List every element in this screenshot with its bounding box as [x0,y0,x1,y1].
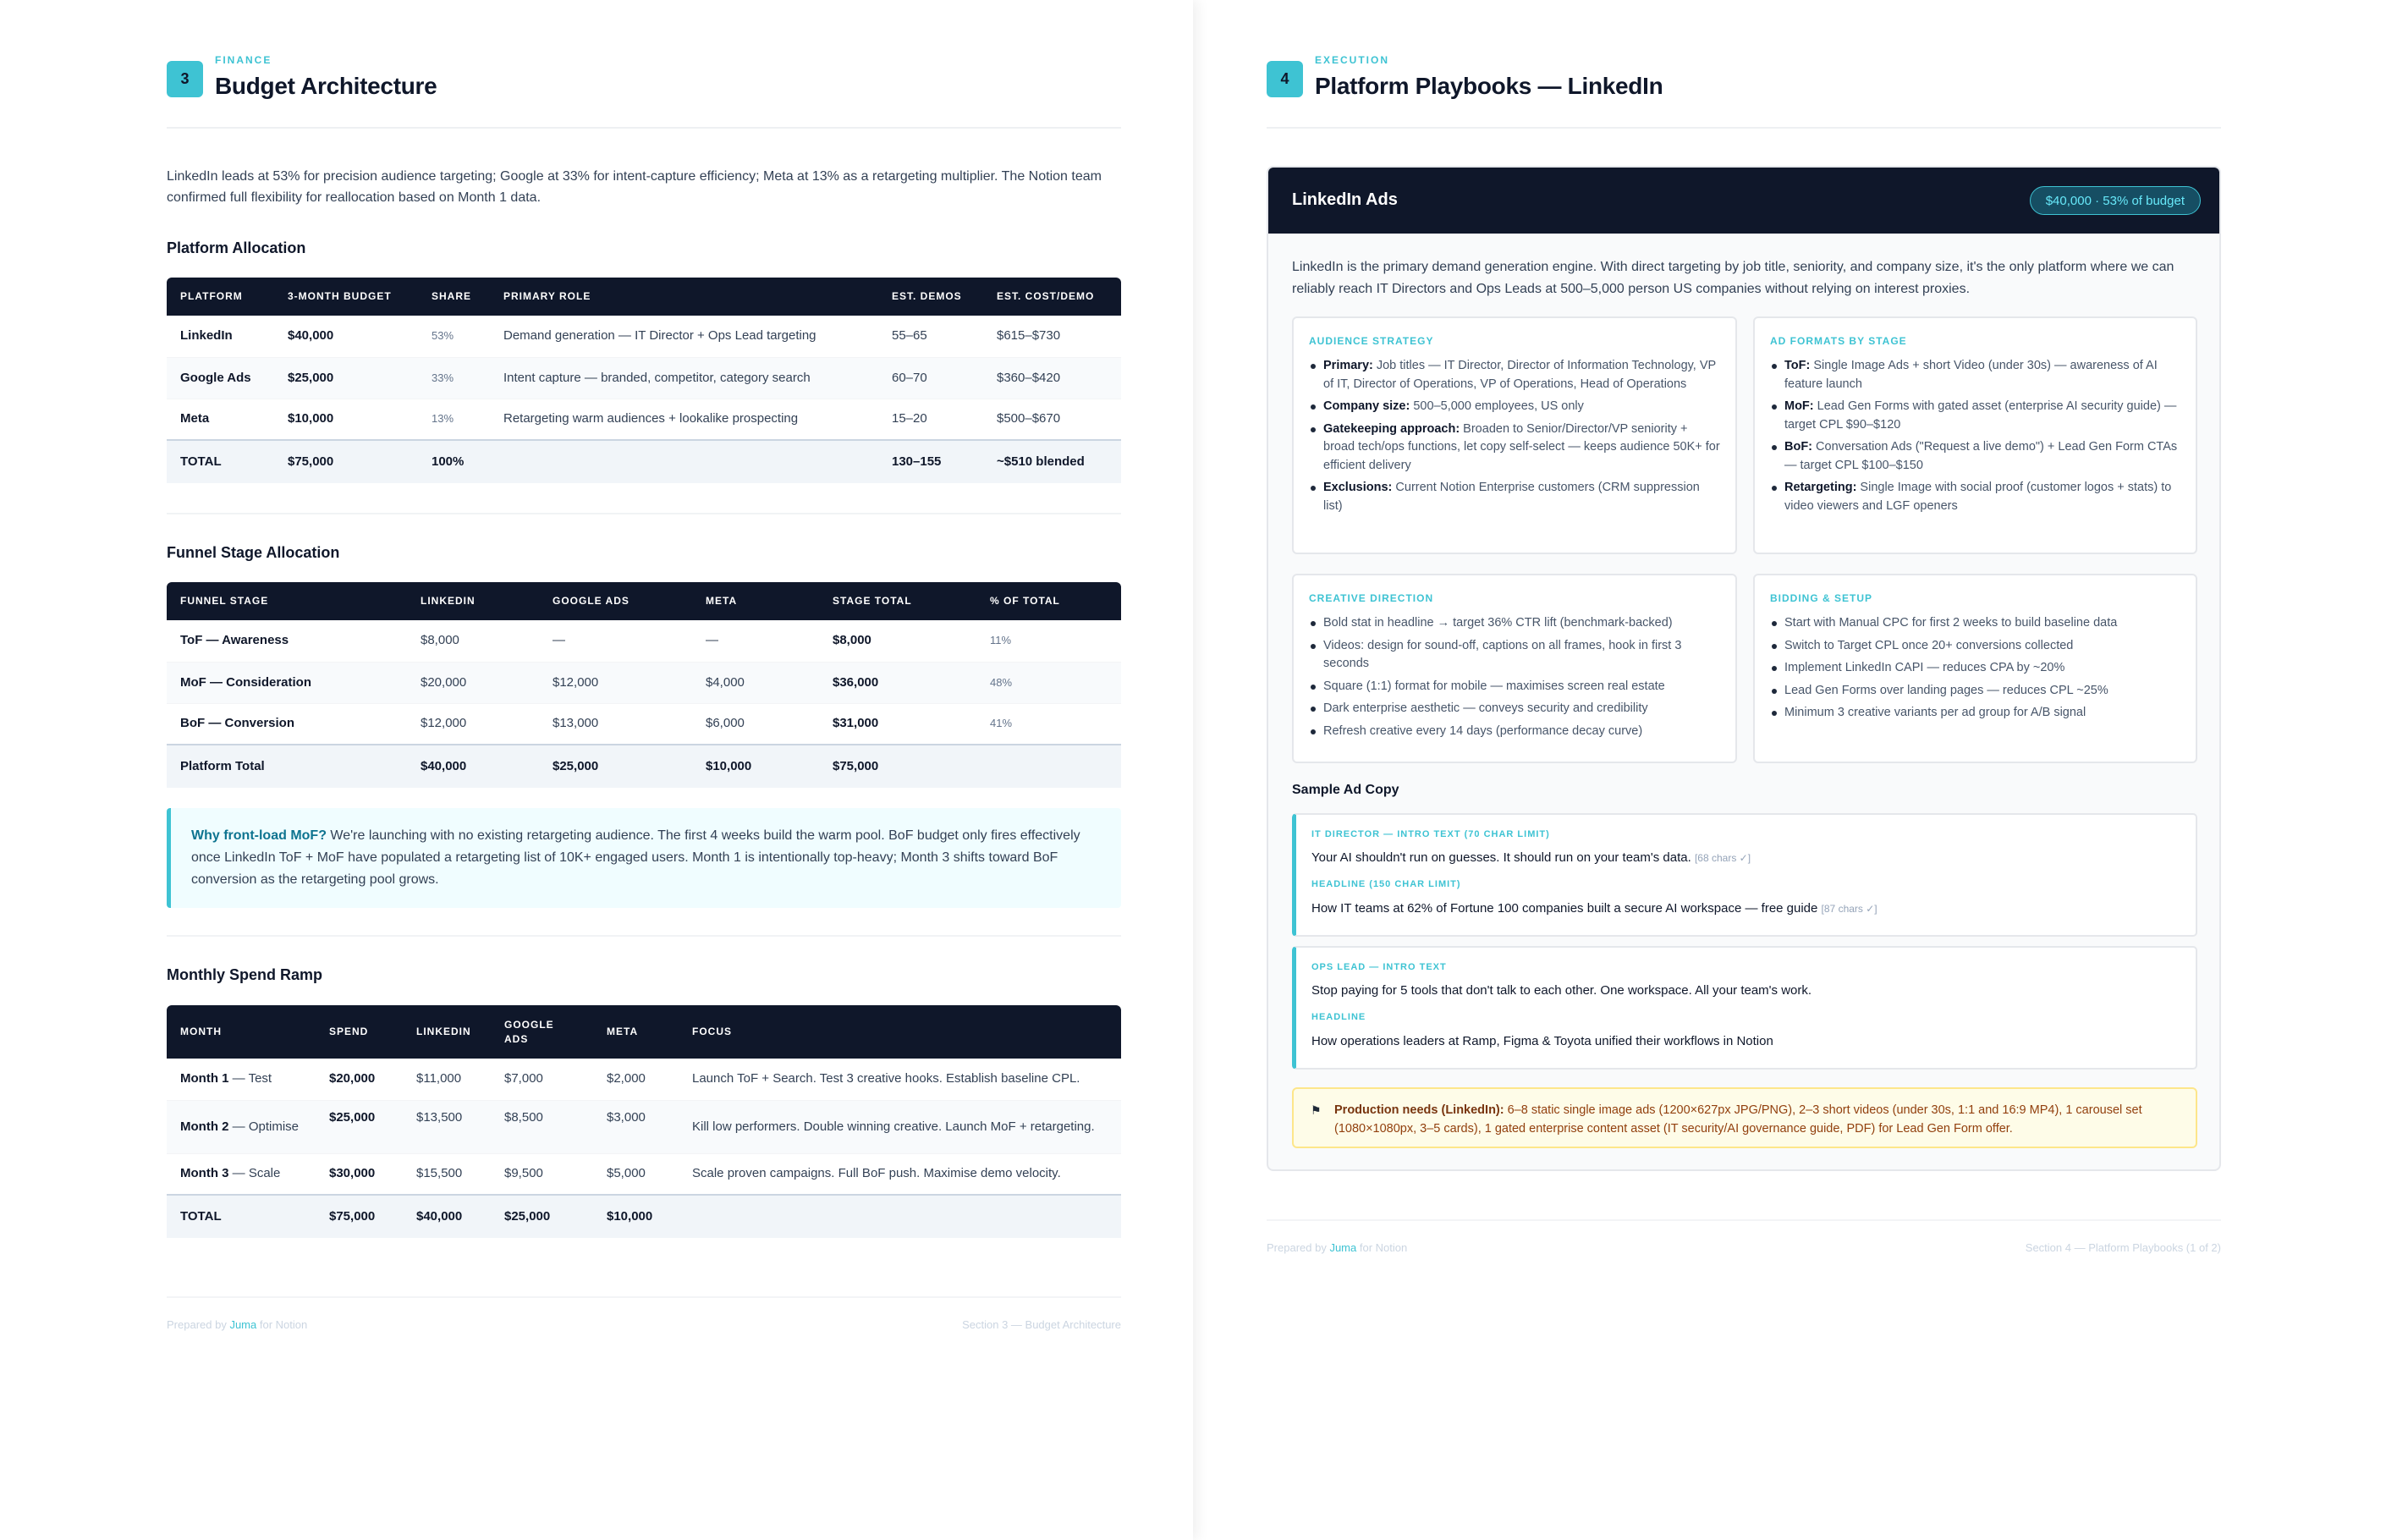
cell-linkedin: $12,000 [407,703,539,745]
box-label: AD FORMATS BY STAGE [1770,335,1907,347]
ad-copy-ops-lead [1292,946,2197,1070]
section-number-badge: 3 [167,61,203,97]
list-item [1309,398,1720,416]
card-header [1268,168,2221,234]
item-value: Current Notion Enterprise customers (CRM suppression list) [1323,481,1700,513]
formats-list [1770,357,2180,515]
list-item: Switch to Target CPL once 20+ conversions collected [1770,637,2180,656]
cell-platform: TOTAL [167,440,274,483]
cell-linkedin: $40,000 [407,745,539,788]
column-header: MONTH [180,1026,222,1037]
item-key: MoF: [1784,399,1814,413]
cell-meta: $6,000 [692,703,819,745]
page-title: Platform Playbooks — LinkedIn [1315,73,1663,99]
item-key: Retargeting: [1784,481,1857,494]
cell-focus: Launch ToF + Search. Test 3 creative hooks. Establish baseline CPL. [679,1059,1121,1100]
box-label: CREATIVE DIRECTION [1309,592,1434,604]
copy-label: IT DIRECTOR — INTRO TEXT (70 CHAR LIMIT) [1311,829,1550,839]
column-header: EST. DEMOS [892,290,962,302]
cell-stage: MoF — Consideration [167,662,407,703]
footer-prepared-by [167,1318,307,1331]
cell-linkedin: $8,000 [407,620,539,662]
page-platform-playbooks [1193,0,2386,1540]
copy-text [1311,850,1751,865]
list-item: Bold stat in headline → target 36% CTR lift (benchmark-backed) [1309,614,1720,633]
cell-stage-total: $75,000 [819,745,976,788]
footer-prefix: Prepared by [167,1318,230,1331]
item-value: Single Image with social proof (customer logos + stats) to video viewers and LGF openers [1784,481,2172,513]
page-footer [1267,1219,2221,1254]
cell-spend: $75,000 [316,1195,403,1238]
cell-linkedin: $11,000 [403,1059,491,1100]
char-count: [87 chars ✓] [1821,903,1877,915]
cell-pct: 41% [976,703,1121,745]
column-header: LINKEDIN [416,1026,471,1037]
page-title: Budget Architecture [215,73,437,99]
monthly-ramp-table [167,1005,1121,1238]
list-item: Dark enterprise aesthetic — conveys security and credibility [1309,700,1720,718]
cell-cost: $615–$730 [983,316,1121,357]
table-row [167,357,1121,399]
audience-strategy-box [1292,316,1737,554]
bidding-list [1770,614,2180,723]
table-row [167,1059,1121,1100]
list-item [1770,357,2180,393]
flag-icon: ⚑ [1311,1103,1322,1117]
month-phase: — Test [228,1071,272,1086]
table-row [167,1100,1121,1153]
copy-label: HEADLINE [1311,1012,1366,1022]
item-key: BoF: [1784,440,1813,454]
section-header [167,52,1121,129]
cell-month: TOTAL [167,1195,316,1238]
cell-meta: $5,000 [593,1153,679,1195]
column-header: META [607,1026,639,1037]
ad-formats-box [1753,316,2197,554]
cell-linkedin: $40,000 [403,1195,491,1238]
copy-label: OPS LEAD — INTRO TEXT [1311,962,1447,972]
cell-role: Intent capture — branded, competitor, category search [490,357,878,399]
item-key: Company size: [1323,399,1410,413]
copy-text: Stop paying for 5 tools that don't talk to each other. One workspace. All your team's work. [1311,983,1812,998]
cell-linkedin: $20,000 [407,662,539,703]
linkedin-ads-card [1267,166,2221,1171]
cell-platform: Meta [167,399,274,440]
column-header: EST. COST/DEMO [997,290,1095,302]
cell-stage-total: $31,000 [819,703,976,745]
ad-copy-it-director [1292,813,2197,937]
section-divider [167,513,1121,514]
footer-brand-link[interactable]: Juma [1329,1241,1357,1254]
cell-month [167,1059,316,1100]
cell-meta: — [692,620,819,662]
table-total-row [167,440,1121,483]
list-item [1309,357,1720,393]
monthly-ramp-heading: Monthly Spend Ramp [167,966,322,983]
cell-linkedin: $15,500 [403,1153,491,1195]
list-item: Implement LinkedIn CAPI — reduces CPA by ~20% [1770,659,2180,678]
item-value: Lead Gen Forms with gated asset (enterprise AI security guide) — target CPL $90–$120 [1784,399,2177,432]
cell-role: Retargeting warm audiences + lookalike prospecting [490,399,878,440]
cell-meta: $3,000 [593,1100,679,1153]
creative-direction-box [1292,574,1737,763]
column-header: GOOGLE ADS [553,595,629,607]
table-row [167,703,1121,745]
column-header: SPEND [329,1026,369,1037]
cell-month [167,1153,316,1195]
list-item: Videos: design for sound-off, captions on all frames, hook in first 3 seconds [1309,637,1720,674]
audience-list [1309,357,1720,515]
list-item [1309,421,1720,476]
column-header: % OF TOTAL [990,595,1060,607]
item-value: Job titles — IT Director, Director of Information Technology, VP of IT, Director of Operations, VP of Operations, Head of Operations [1323,359,1716,391]
intro-paragraph: LinkedIn leads at 53% for precision audience targeting; Google at 33% for intent-capture efficiency; Meta at 13% as a retargeting multiplier. The Notion team confirmed full flexibility for reallocation based on Month 1 data. [167,169,1102,205]
list-item: Minimum 3 creative variants per ad group for A/B signal [1770,704,2180,723]
column-header: 3-MONTH BUDGET [288,290,392,302]
creative-list [1309,614,1720,740]
item-key: Exclusions: [1323,481,1393,494]
cell-stage-total: $8,000 [819,620,976,662]
column-header: PRIMARY ROLE [503,290,591,302]
callout-lead: Why front-load MoF? [191,828,327,843]
table-header-row [167,278,1121,316]
cell-role: Demand generation — IT Director + Ops Lead targeting [490,316,878,357]
item-key: Primary: [1323,359,1373,372]
column-header: FUNNEL STAGE [180,595,269,607]
cell-stage: BoF — Conversion [167,703,407,745]
cell-share: 13% [418,399,490,440]
month-phase: — Scale [228,1166,281,1181]
cell-role [490,440,878,483]
cell-spend: $20,000 [316,1059,403,1100]
cell-google: $25,000 [491,1195,593,1238]
item-key: Gatekeeping approach: [1323,421,1460,436]
cell-google: $25,000 [539,745,692,788]
column-header: SHARE [432,290,472,302]
cell-month [167,1100,316,1153]
production-needs-note [1292,1087,2197,1148]
item-value: Broaden to Senior/Director/VP seniority + broad tech/ops functions, let copy self-select — keeps audience 50K+ for efficient delivery [1323,421,1720,472]
table-row [167,662,1121,703]
table-row [167,316,1121,357]
platform-allocation-heading: Platform Allocation [167,239,306,256]
month-label: Month 2 [180,1119,229,1134]
table-header-row [167,582,1121,620]
table-row [167,620,1121,662]
cell-google: $7,000 [491,1059,593,1100]
cell-google: $13,000 [539,703,692,745]
cell-share: 100% [418,440,490,483]
section-number-badge: 4 [1267,61,1303,97]
table-total-row [167,1195,1121,1238]
callout-front-load-mof [167,808,1121,908]
cell-pct [976,745,1121,788]
cell-google: $12,000 [539,662,692,703]
column-header: PLATFORM [180,290,243,302]
column-header: FOCUS [692,1026,732,1037]
footer-suffix: for Notion [1356,1241,1408,1254]
cell-stage: ToF — Awareness [167,620,407,662]
column-header: LINKEDIN [421,595,476,607]
cell-stage: Platform Total [167,745,407,788]
month-label: Month 1 [180,1071,229,1086]
item-value: Single Image Ads + short Video (under 30s) — awareness of AI feature launch [1784,359,2158,391]
table-row [167,1153,1121,1195]
box-label: BIDDING & SETUP [1770,592,1873,604]
section-kicker: EXECUTION [1315,54,1390,66]
list-item [1770,479,2180,515]
cell-demos: 15–20 [878,399,983,440]
cell-budget: $25,000 [274,357,418,399]
section-divider [167,935,1121,937]
cell-share: 33% [418,357,490,399]
cell-spend: $25,000 [316,1100,403,1153]
cell-cost: $500–$670 [983,399,1121,440]
cell-meta: $2,000 [593,1059,679,1100]
copy-text-value: How IT teams at 62% of Fortune 100 companies built a secure AI workspace — free guide [1311,901,1818,916]
cell-meta: $4,000 [692,662,819,703]
list-item [1309,479,1720,515]
box-label: AUDIENCE STRATEGY [1309,335,1434,347]
production-text: 6–8 static single image ads (1200×627px JPG/PNG), 2–3 short videos (under 30s, 1:1 and 16:9 MP4), 1 carousel set (1080×1080px, 3–5 cards), 1 gated enterprise content asset (IT security/AI governance guide, PDF) for Lead Gen Form offer. [1334,1103,2142,1136]
card-title: LinkedIn Ads [1292,190,1398,209]
footer-section-label: Section 3 — Budget Architecture [962,1318,1121,1331]
footer-prefix: Prepared by [1267,1241,1330,1254]
cell-focus [679,1195,1121,1238]
char-count: [68 chars ✓] [1694,852,1751,864]
footer-prepared-by [1267,1241,1407,1254]
card-intro: LinkedIn is the primary demand generation engine. With direct targeting by job title, seniority, and company size, it's the only platform where we can reliably reach IT Directors and Ops Leads at 500–5,000 person US companies without relying on interest proxies. [1292,260,2174,296]
footer-brand-link[interactable]: Juma [229,1318,257,1331]
cell-platform: LinkedIn [167,316,274,357]
list-item: Refresh creative every 14 days (performance decay curve) [1309,723,1720,741]
cell-budget: $10,000 [274,399,418,440]
budget-badge: $40,000 · 53% of budget [2030,186,2201,215]
cell-google: $9,500 [491,1153,593,1195]
copy-label: HEADLINE (150 CHAR LIMIT) [1311,879,1461,889]
column-header: META [706,595,738,607]
cell-demos: 130–155 [878,440,983,483]
bidding-setup-box [1753,574,2197,763]
item-key: ToF: [1784,359,1811,372]
item-value: Conversation Ads ("Request a live demo") + Lead Gen Form CTAs — target CPL $100–$150 [1784,440,2178,472]
callout-text: We're launching with no existing retargeting audience. The first 4 weeks build the warm pool. BoF budget only fires effectively once LinkedIn ToF + MoF have populated a retargeting list of 10K+ engaged users. Month 1 is intentionally top-heavy; Month 3 shifts toward BoF conversion as the retargeting pool grows. [191,828,1080,887]
copy-text [1311,901,1877,916]
cell-share: 53% [418,316,490,357]
column-header: GOOGLE ADS [504,1018,554,1045]
cell-google: — [539,620,692,662]
cell-spend: $30,000 [316,1153,403,1195]
copy-text-value: Your AI shouldn't run on guesses. It should run on your team's data. [1311,850,1691,865]
cell-meta: $10,000 [593,1195,679,1238]
cell-focus: Kill low performers. Double winning creative. Launch MoF + retargeting. [679,1100,1121,1153]
list-item [1770,398,2180,434]
section-kicker: FINANCE [215,54,272,66]
cell-linkedin: $13,500 [403,1100,491,1153]
cell-platform: Google Ads [167,357,274,399]
column-header: STAGE TOTAL [833,595,912,607]
footer-section-label: Section 4 — Platform Playbooks (1 of 2) [2025,1241,2221,1254]
cell-pct: 48% [976,662,1121,703]
cell-demos: 55–65 [878,316,983,357]
cell-cost: ~$510 blended [983,440,1121,483]
item-value: 500–5,000 employees, US only [1410,399,1584,413]
section-header [1267,52,2221,129]
list-item: Square (1:1) format for mobile — maximises screen real estate [1309,678,1720,696]
cell-demos: 60–70 [878,357,983,399]
cell-cost: $360–$420 [983,357,1121,399]
cell-google: $8,500 [491,1100,593,1153]
funnel-allocation-heading: Funnel Stage Allocation [167,544,340,561]
cell-pct: 11% [976,620,1121,662]
cell-focus: Scale proven campaigns. Full BoF push. Maximise demo velocity. [679,1153,1121,1195]
production-lead: Production needs (LinkedIn): [1334,1103,1504,1117]
sample-ad-copy-heading: Sample Ad Copy [1292,783,1399,797]
table-header-row [167,1005,1121,1059]
platform-allocation-table [167,278,1121,483]
cell-meta: $10,000 [692,745,819,788]
cell-stage-total: $36,000 [819,662,976,703]
month-phase: — Optimise [228,1119,300,1134]
copy-text: How operations leaders at Ramp, Figma & Toyota unified their workflows in Notion [1311,1034,1773,1048]
cell-budget: $40,000 [274,316,418,357]
page-footer [167,1296,1121,1331]
table-row [167,399,1121,440]
footer-suffix: for Notion [256,1318,308,1331]
month-label: Month 3 [180,1166,229,1181]
table-total-row [167,745,1121,788]
cell-budget: $75,000 [274,440,418,483]
list-item [1770,438,2180,475]
list-item: Start with Manual CPC for first 2 weeks to build baseline data [1770,614,2180,633]
list-item: Lead Gen Forms over landing pages — reduces CPL ~25% [1770,682,2180,701]
funnel-allocation-table [167,582,1121,788]
